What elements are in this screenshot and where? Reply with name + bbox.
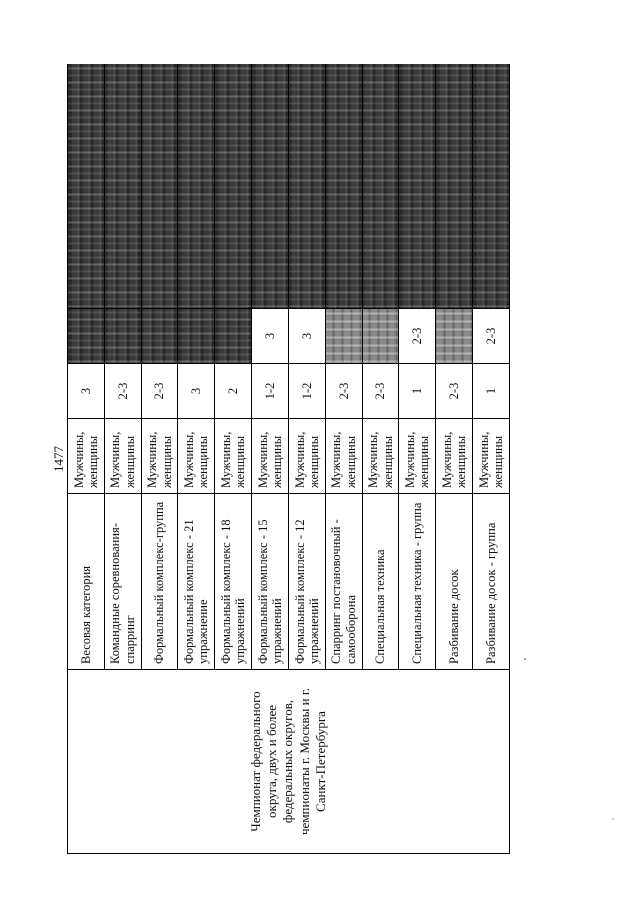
value-cell: 3 (252, 309, 289, 364)
gender-cell: Мужчины, женщины (68, 419, 105, 494)
scan-noise-cell (178, 309, 215, 364)
discipline-cell: Формальный комплекс - 12 упражнений (288, 494, 325, 670)
table-rotator (67, 64, 510, 854)
discipline-cell: Формальный комплекс - 15 упражнений (252, 494, 289, 670)
scan-speck (524, 658, 526, 660)
age-cell: 2-3 (436, 364, 473, 419)
competition-group-cell: Чемпионат федерального округа, двух и более федеральных округов, чемпионаты г. Москвы и г. Санкт-Петербурга (68, 670, 510, 854)
gender-cell: Мужчины, женщины (362, 419, 399, 494)
gender-cell: Мужчины, женщины (178, 419, 215, 494)
gender-cell: Мужчины, женщины (325, 419, 362, 494)
gender-cell: Мужчины, женщины (473, 419, 510, 494)
scan-noise-cell (141, 309, 178, 364)
scan-noise-cell (362, 309, 399, 364)
scan-noise-cell (288, 64, 325, 309)
gender-cell: Мужчины, женщины (141, 419, 178, 494)
scan-noise-cell (104, 309, 141, 364)
discipline-cell: Формальный комплекс - 21 упражнение (178, 494, 215, 670)
age-cell: 3 (68, 364, 105, 419)
discipline-cell: Командные соревнования-спарринг (104, 494, 141, 670)
discipline-cell: Спарринг постановочный - самооборона (325, 494, 362, 670)
gender-cell: Мужчины, женщины (288, 419, 325, 494)
scan-noise-cell (325, 309, 362, 364)
scan-noise-cell (141, 64, 178, 309)
age-cell: 1-2 (288, 364, 325, 419)
scan-noise-cell (325, 64, 362, 309)
value-cell: 2-3 (399, 309, 436, 364)
page-number: 1477 (51, 446, 66, 472)
scan-noise-cell (104, 64, 141, 309)
discipline-cell: Формальный комплекс - 18 упражнений (215, 494, 252, 670)
discipline-cell: Разбивание досок (436, 494, 473, 670)
age-cell: 2 (215, 364, 252, 419)
discipline-cell: Специальная техника - группа (399, 494, 436, 670)
value-cell: 3 (288, 309, 325, 364)
scan-noise-cell (215, 64, 252, 309)
age-cell: 1-2 (252, 364, 289, 419)
gender-cell: Мужчины, женщины (399, 419, 436, 494)
scan-noise-cell (215, 309, 252, 364)
scan-noise-cell (178, 64, 215, 309)
age-cell: 2-3 (141, 364, 178, 419)
age-cell: 2-3 (325, 364, 362, 419)
scan-speck (612, 818, 614, 820)
scan-noise-cell (362, 64, 399, 309)
scan-noise-cell (436, 64, 473, 309)
table-row (68, 64, 105, 854)
gender-cell: Мужчины, женщины (104, 419, 141, 494)
discipline-cell: Разбивание досок - группа (473, 494, 510, 670)
age-cell: 3 (178, 364, 215, 419)
age-cell: 1 (473, 364, 510, 419)
scan-noise-cell (473, 64, 510, 309)
table-inner (67, 64, 510, 854)
scan-noise-cell (68, 64, 105, 309)
scan-noise-cell (68, 309, 105, 364)
age-cell: 2-3 (362, 364, 399, 419)
gender-cell: Мужчины, женщины (436, 419, 473, 494)
discipline-cell: Весовая категория (68, 494, 105, 670)
discipline-cell: Специальная техника (362, 494, 399, 670)
scan-noise-cell (399, 64, 436, 309)
discipline-cell: Формальный комплекс-группа (141, 494, 178, 670)
scan-noise-cell (436, 309, 473, 364)
gender-cell: Мужчины, женщины (252, 419, 289, 494)
gender-cell: Мужчины, женщины (215, 419, 252, 494)
scan-noise-cell (252, 64, 289, 309)
age-cell: 1 (399, 364, 436, 419)
value-cell: 2-3 (473, 309, 510, 364)
standards-table (67, 64, 510, 854)
age-cell: 2-3 (104, 364, 141, 419)
